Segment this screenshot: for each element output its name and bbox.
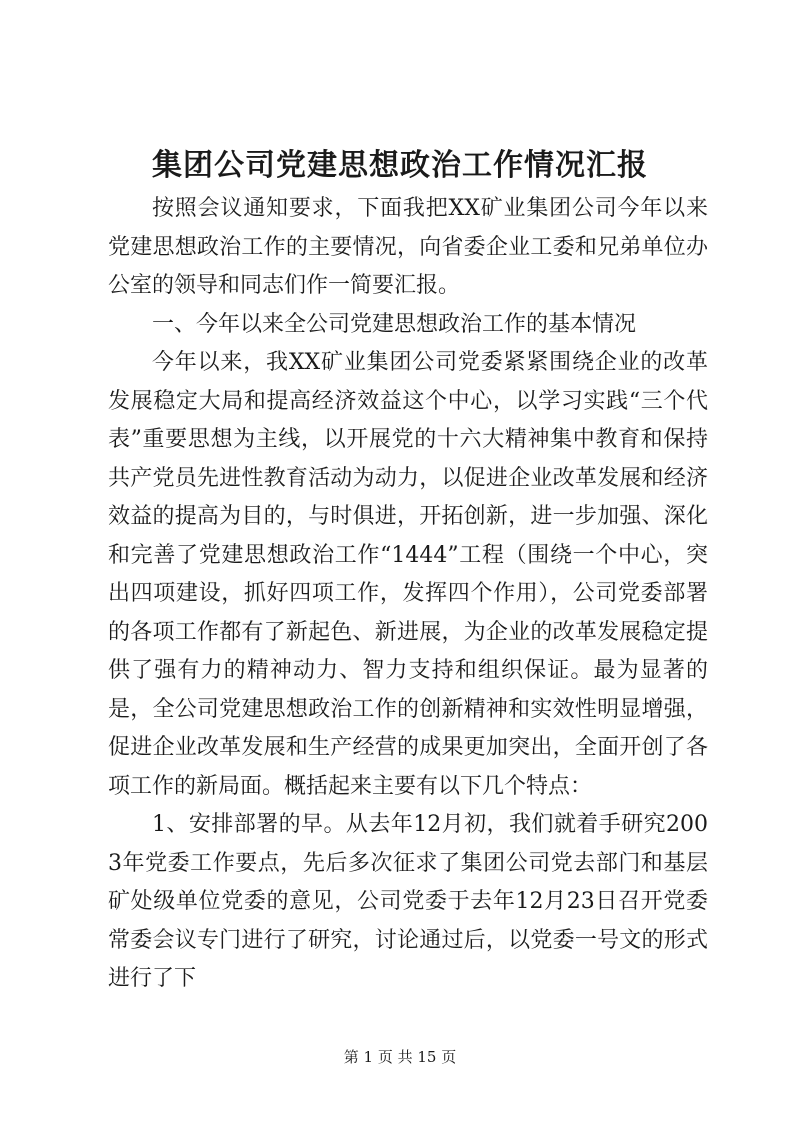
- document-title: 集团公司党建思想政治工作情况汇报: [152, 148, 648, 183]
- page-footer: 第 1 页 共 15 页: [343, 1048, 457, 1066]
- point-1-paragraph: 1、安排部署的早。从去年12月初，我们就着手研究2003年党委工作要点，先后多次征求了集团公司党去部门和基层矿处级单位党委的意见，公司党委于去年12月23日召开党委常委会议专门进行了研究，讨论通过后，以党委一号文的形式进行了下: [108, 812, 708, 991]
- section-heading: 一、今年以来全公司党建思想政治工作的基本情况: [152, 311, 637, 337]
- overview-paragraph: 今年以来，我XX矿业集团公司党委紧紧围绕企业的改革发展稳定大局和提高经济效益这个中心，以学习实践“三个代表”重要思想为主线，以开展党的十六大精神集中教育和保持共产党员先进性教育活动为动力，以促进企业改革发展和经济效益的提高为目的，与时俱进，开拓创新，进一步加强、深化和完善了党建思想政治工作“1444”工程（围绕一个中心，突出四项建设，抓好四项工作，发挥四个作用），公司党委部署的各项工作都有了新起色、新进展，为企业的改革发展稳定提供了强有力的精神动力、智力支持和组织保证。最为显著的是，全公司党建思想政治工作的创新精神和实效性明显增强，促进企业改革发展和生产经营的成果更加突出，全面开创了各项工作的新局面。概括起来主要有以下几个特点：: [108, 350, 708, 799]
- document-body: [108, 190, 708, 999]
- intro-paragraph: 按照会议通知要求，下面我把XX矿业集团公司今年以来党建思想政治工作的主要情况，向省委企业工委和兄弟单位办公室的领导和同志们作一简要汇报。: [108, 196, 708, 298]
